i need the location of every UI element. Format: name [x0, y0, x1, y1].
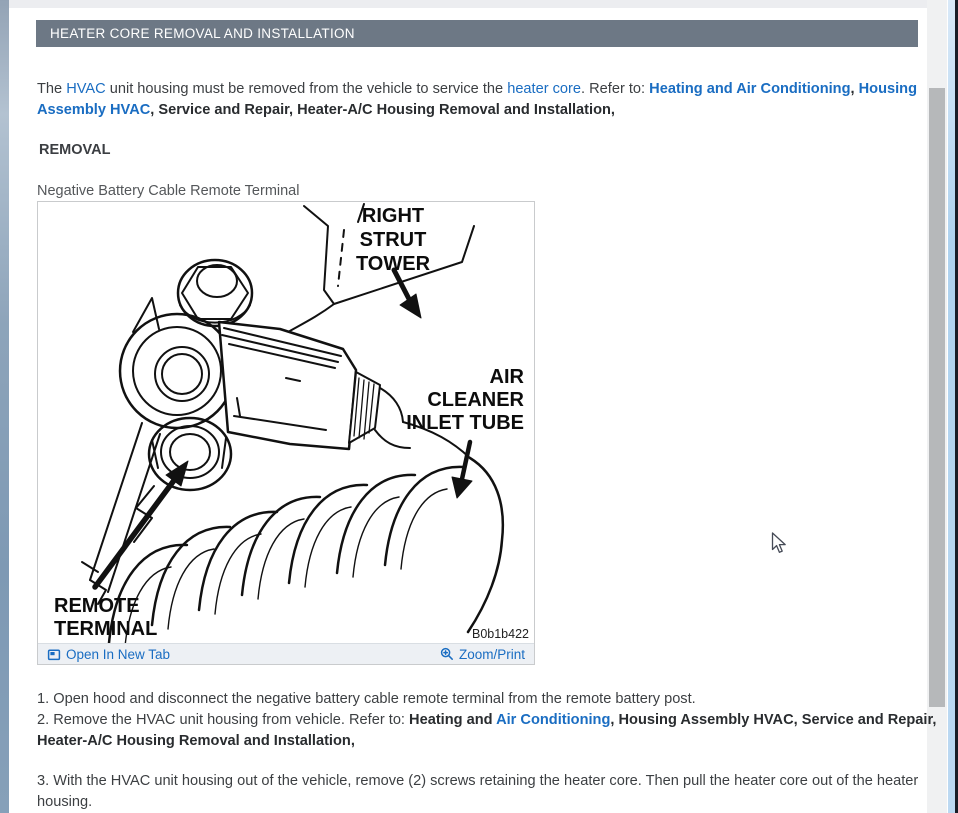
removal-heading: REMOVAL [39, 142, 111, 158]
figure-diagram [38, 202, 534, 643]
strut-tower-lines [288, 206, 334, 332]
text-line [37, 100, 917, 121]
cable-boot [219, 322, 356, 449]
open-in-new-tab-icon [47, 647, 61, 661]
text-segment: 3. With the HVAC unit housing out of the vehicle, remove (2) screws retaining the heater core. Then pull the heater core out of the heater [37, 773, 919, 789]
inline-link[interactable]: HVAC [66, 81, 106, 97]
text-segment: , Housing Assembly HVAC, Service and Repair, [610, 712, 937, 728]
label-air-cleaner-inlet-tube: AIR [489, 366, 524, 388]
text-segment: The [37, 81, 67, 97]
zoom-print-link[interactable]: Zoom/Print [440, 647, 525, 662]
svg-text:TERMINAL: TERMINAL [54, 618, 158, 640]
text-line [37, 792, 918, 813]
svg-text:STRUT: STRUT [359, 229, 427, 251]
figure-toolbar [38, 643, 534, 664]
inline-link[interactable]: Assembly HVAC [37, 102, 151, 118]
step-3 [37, 771, 918, 813]
inline-link[interactable]: Air Conditioning [496, 712, 611, 728]
text-line [37, 79, 917, 100]
left-page-border [0, 0, 9, 813]
text-segment: Heater-A/C Housing Removal and Installation, [37, 733, 355, 749]
text-line [37, 771, 918, 792]
text-segment: 2. Remove the HVAC unit housing from vehicle. Refer to: [37, 712, 410, 728]
magnifier-plus-icon [440, 647, 454, 661]
text-line [37, 731, 936, 752]
figure-caption: Negative Battery Cable Remote Terminal [37, 183, 300, 199]
figure-code: B0b1b422 [471, 627, 529, 641]
label-remote-terminal: REMOTE [54, 595, 140, 617]
svg-text:CLEANER: CLEANER [427, 389, 524, 411]
mouse-cursor [771, 532, 788, 560]
inline-link[interactable]: Housing [858, 81, 917, 97]
figure-box [37, 201, 535, 665]
text-segment: , [850, 81, 859, 97]
text-segment: Heating and [409, 712, 497, 728]
step-2 [37, 710, 936, 752]
text-line [37, 689, 696, 710]
text-line [37, 710, 936, 731]
battery-terminal-diagram [38, 202, 534, 643]
text-segment: . Refer to: [581, 81, 650, 97]
inline-link[interactable]: heater core [507, 81, 582, 97]
open-in-new-tab-link[interactable]: Open In New Tab [47, 647, 170, 662]
step-1 [37, 689, 696, 710]
top-page-border [9, 0, 927, 8]
svg-text:INLET TUBE: INLET TUBE [406, 412, 524, 434]
text-segment: unit housing must be removed from the vehicle to service the [105, 81, 508, 97]
inline-link[interactable]: Heating and Air Conditioning [649, 81, 851, 97]
text-segment: 1. Open hood and disconnect the negative battery cable remote terminal from the remote battery post. [37, 691, 696, 707]
text-segment: , Service and Repair, Heater-A/C Housing Removal and Installation, [150, 102, 615, 118]
ring-tab [133, 298, 159, 332]
scrollbar-thumb[interactable] [929, 88, 945, 707]
intro-paragraph [37, 79, 917, 121]
section-title: HEATER CORE REMOVAL AND INSTALLATION [50, 26, 355, 41]
svg-text:TOWER: TOWER [355, 253, 431, 275]
text-segment: housing. [37, 794, 93, 810]
label-right-strut-tower: RIGHT [361, 205, 425, 227]
section-header [36, 20, 918, 47]
right-page-border [948, 0, 955, 813]
